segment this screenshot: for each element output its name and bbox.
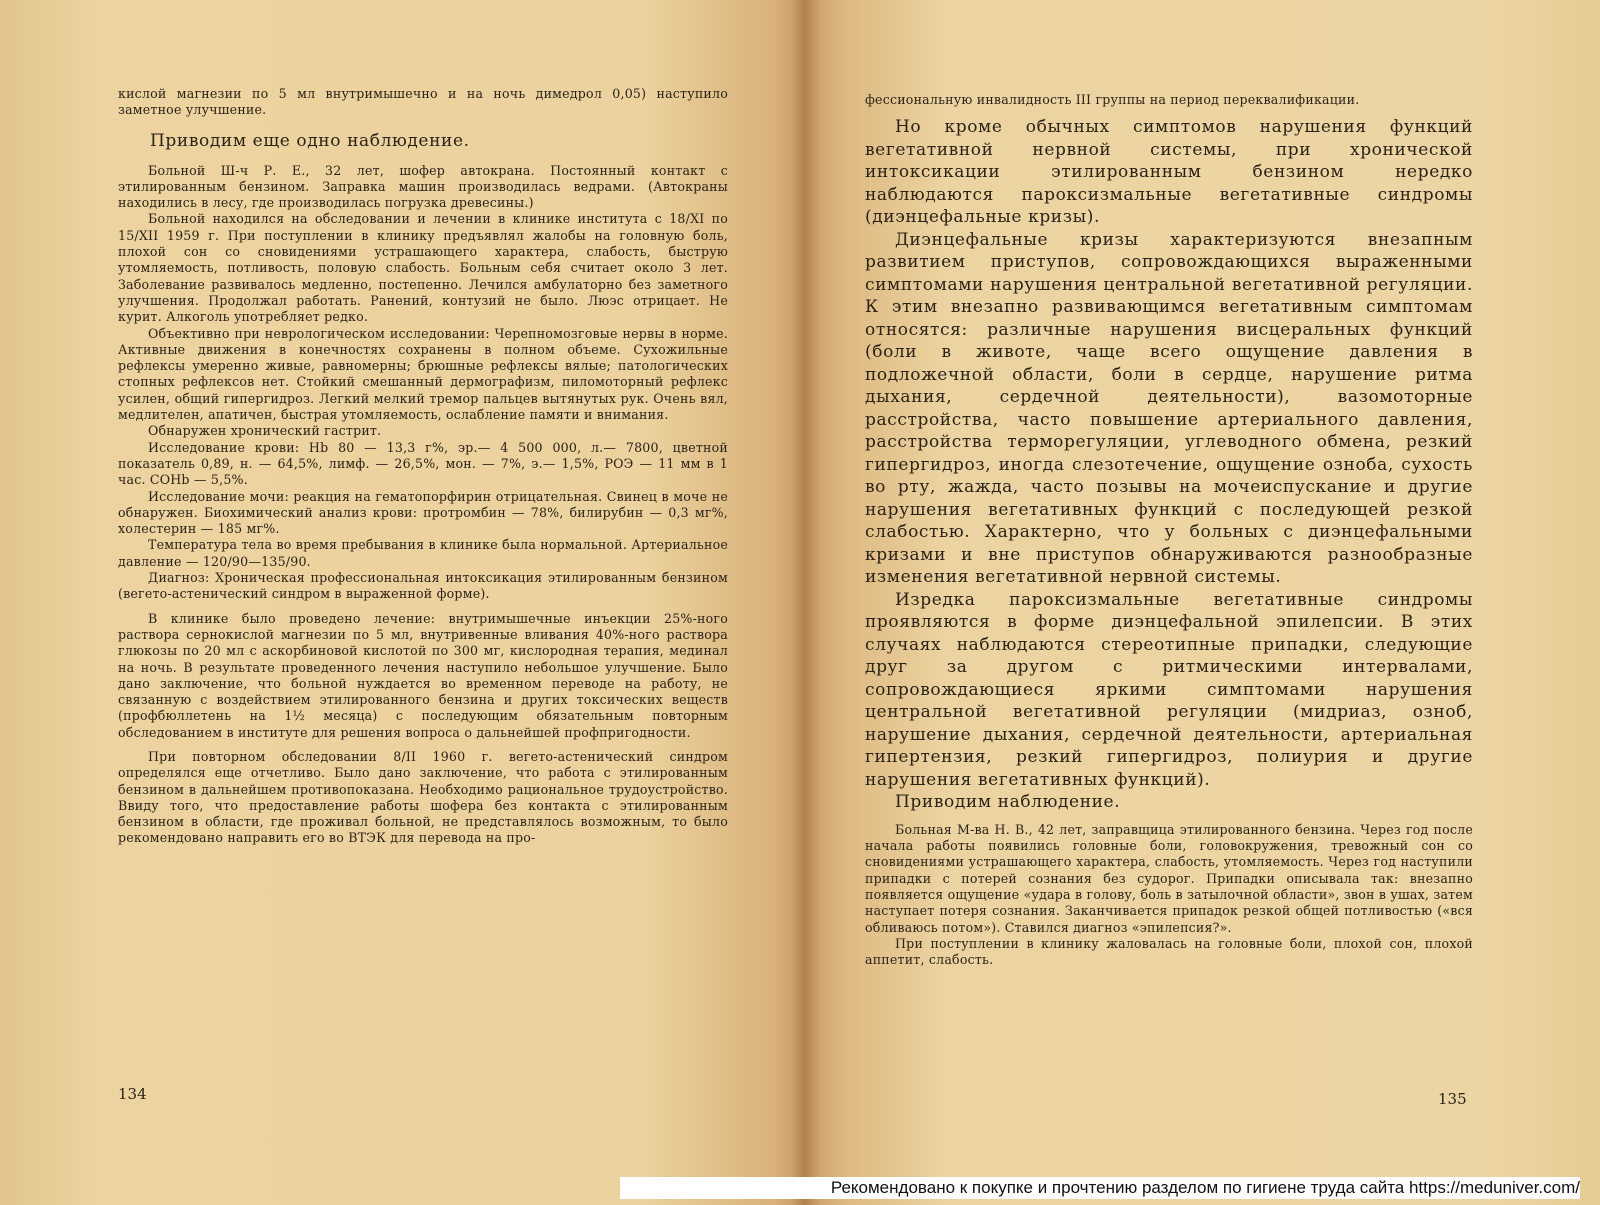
continued-paragraph: кислой магнезии по 5 мл внутримышечно и на ночь димедрол 0,05) наступило заметное улучшение. (118, 86, 728, 118)
case-paragraph: Обнаружен хронический гастрит. (148, 423, 382, 439)
continued-paragraph: фессиональную инвалидность III группы на период переквалификации. (865, 92, 1360, 107)
page-number: 134 (118, 1085, 147, 1103)
body-paragraph: Изредка пароксизмальные вегетативные синдромы проявляются в форме диэнцефальной эпилепсии. В этих случаях наблюдаются стереотипные припадки, следующие друг за другом с ритмическими интервалами, сопровождающиеся яркими симптомами нарушения центральной вегетативной регуляции (мидриаз, озноб, нарушение дыхания, сердечной деятельности, артериальная гипертензия, резкий гипергидроз, полиурия и другие нарушения вегетативных функций). (865, 589, 1473, 790)
left-page-text (118, 86, 728, 847)
case-paragraph: Исследование крови: Hb 80 — 13,3 г%, эр.— 4 500 000, л.— 7800, цветной показатель 0,89, н. — 64,5%, лимф. — 26,5%, мон. — 7%, э.— 1,5%, РОЭ — 11 мм в 1 час. СОНb — 5,5%. (118, 439, 728, 488)
page-number: 135 (1438, 1090, 1467, 1108)
case-paragraph: При поступлении в клинику жаловалась на головные боли, плохой сон, плохой аппетит, слабость. (865, 935, 1473, 968)
book-gutter (790, 0, 820, 1205)
case-paragraph: В клинике было проведено лечение: внутримышечные инъекции 25%-ного раствора сернокислой магнезии по 5 мл, внутривенные вливания 40%-ного раствора глюкозы по 20 мл с аскорбиновой кислотой по 300 мг, кислородная терапия, мединал на ночь. В результате проведенного лечения наступило небольшое улучшение. Было дано заключение, что больной нуждается во временном переводе на работу, не связанную с воздействием этилированного бензина и других токсических веществ (профбюллетень на 1½ месяца) с последующим обязательным повторным обследованием в институте для решения вопроса о дальнейшей профпригодности. (118, 610, 728, 740)
right-page (805, 0, 1600, 1205)
case-paragraph: Диагноз: Хроническая профессиональная интоксикация этилированным бензином (вегето-астенический синдром в выраженной форме). (118, 570, 728, 602)
body-paragraph: Но кроме обычных симптомов нарушения функций вегетативной нервной системы, при хронической интоксикации этилированным бензином нередко наблюдаются пароксизмальные вегетативные синдромы (диэнцефальные кризы). (865, 117, 1473, 228)
body-paragraph: Приводим наблюдение. (895, 792, 1121, 813)
body-paragraph: Диэнцефальные кризы характеризуются внезапным развитием приступов, сопровождающихся выраженными симптомами нарушения центральной вегетативной регуляции. К этим внезапно развивающимся вегетативным симптомам относятся: различные нарушения висцеральных функций (боли в животе, чаще всего ощущение давления в подложечной области, боли в сердце, нарушение ритма дыхания, сердечной деятельности), вазомоторные расстройства, часто повышение артериального давления, расстройства терморегуляции, углеводного обмена, резкий гипергидроз, иногда слезотечение, ощущение озноба, сухость во рту, жажда, часто позывы на мочеиспускание и другие нарушения вегетативных функций с последующей резкой слабостью. Характерно, что у больных с диэнцефальными кризами и вне приступов обнаруживаются разнообразные изменения вегетативной нервной системы. (865, 229, 1473, 588)
case-paragraph: Больной Ш-ч Р. Е., 32 лет, шофер автокрана. Постоянный контакт с этилированным бензином. Заправка машин производилась ведрами. (Автокраны находились в лесу, где производилась погрузка древесины.) (118, 162, 728, 211)
right-page-text (865, 92, 1473, 968)
case-paragraph: Температура тела во время пребывания в клинике была нормальной. Артериальное давление — 120/90—135/90. (118, 537, 728, 569)
case-paragraph: Объективно при неврологическом исследовании: Черепномозговые нервы в норме. Активные движения в конечностях сохранены в полном объеме. Сухожильные рефлексы умеренно живые, равномерны; брюшные рефлексы вялые; патологических стопных рефлексов нет. Стойкий смешанный дермографизм, пиломоторный рефлекс усилен, общий гипергидроз. Легкий мелкий тремор пальцев вытянутых рук. Очень вял, медлителен, апатичен, быстрая утомляемость, ослабление памяти и внимания. (118, 325, 728, 423)
case-paragraph: Больной находился на обследовании и лечении в клинике института с 18/XI по 15/XII 1959 г. При поступлении в клинику предъявлял жалобы на головную боль, плохой сон со сновидениями устрашающего характера, слабость, быструю утомляемость, потливость, половую слабость. Больным себя считает около 3 лет. Заболевание развивалось медленно, постепенно. Лечился амбулаторно без заметного улучшения. Продолжал работать. Ранений, контузий не было. Люэс отрицает. Не курит. Алкоголь употребляет редко. (118, 211, 728, 325)
footer-note: Рекомендовано к покупке и прочтению разделом по гигиене труда сайта https://meduniver.com/ (620, 1177, 1580, 1199)
case-paragraph: Больная М-ва Н. В., 42 лет, заправщица этилированного бензина. Через год после начала работы появились головные боли, головокружения, тревожный сон со сновидениями устрашающего характера, слабость, утомляемость. Через год наступили припадки с потерей сознания без судорог. Припадки описывала так: внезапно появляется ощущение «удара в голову, боль в затылочной области», звон в ушах, затем наступает потеря сознания. Заканчивается припадок резкой общей потливостью («вся обливаюсь потом»). Ставился диагноз «эпилепсия?». (865, 821, 1473, 935)
section-heading: Приводим еще одно наблюдение. (150, 130, 470, 151)
case-paragraph: Исследование мочи: реакция на гематопорфирин отрицательная. Свинец в моче не обнаружен. Биохимический анализ крови: протромбин — 78%, билирубин — 0,3 мг%, холестерин — 185 мг%. (118, 488, 728, 537)
case-paragraph: При повторном обследовании 8/II 1960 г. вегето-астенический синдром определялся еще отчетливо. Было дано заключение, что работа с этилированным бензином в дальнейшем противопоказана. Необходимо рациональное трудоустройство. Ввиду того, что предоставление работы шофера без контакта с этилированным бензином в области, где проживал больной, не представлялось возможным, то было рекомендовано направить его во ВТЭК для перевода на про- (118, 748, 728, 846)
